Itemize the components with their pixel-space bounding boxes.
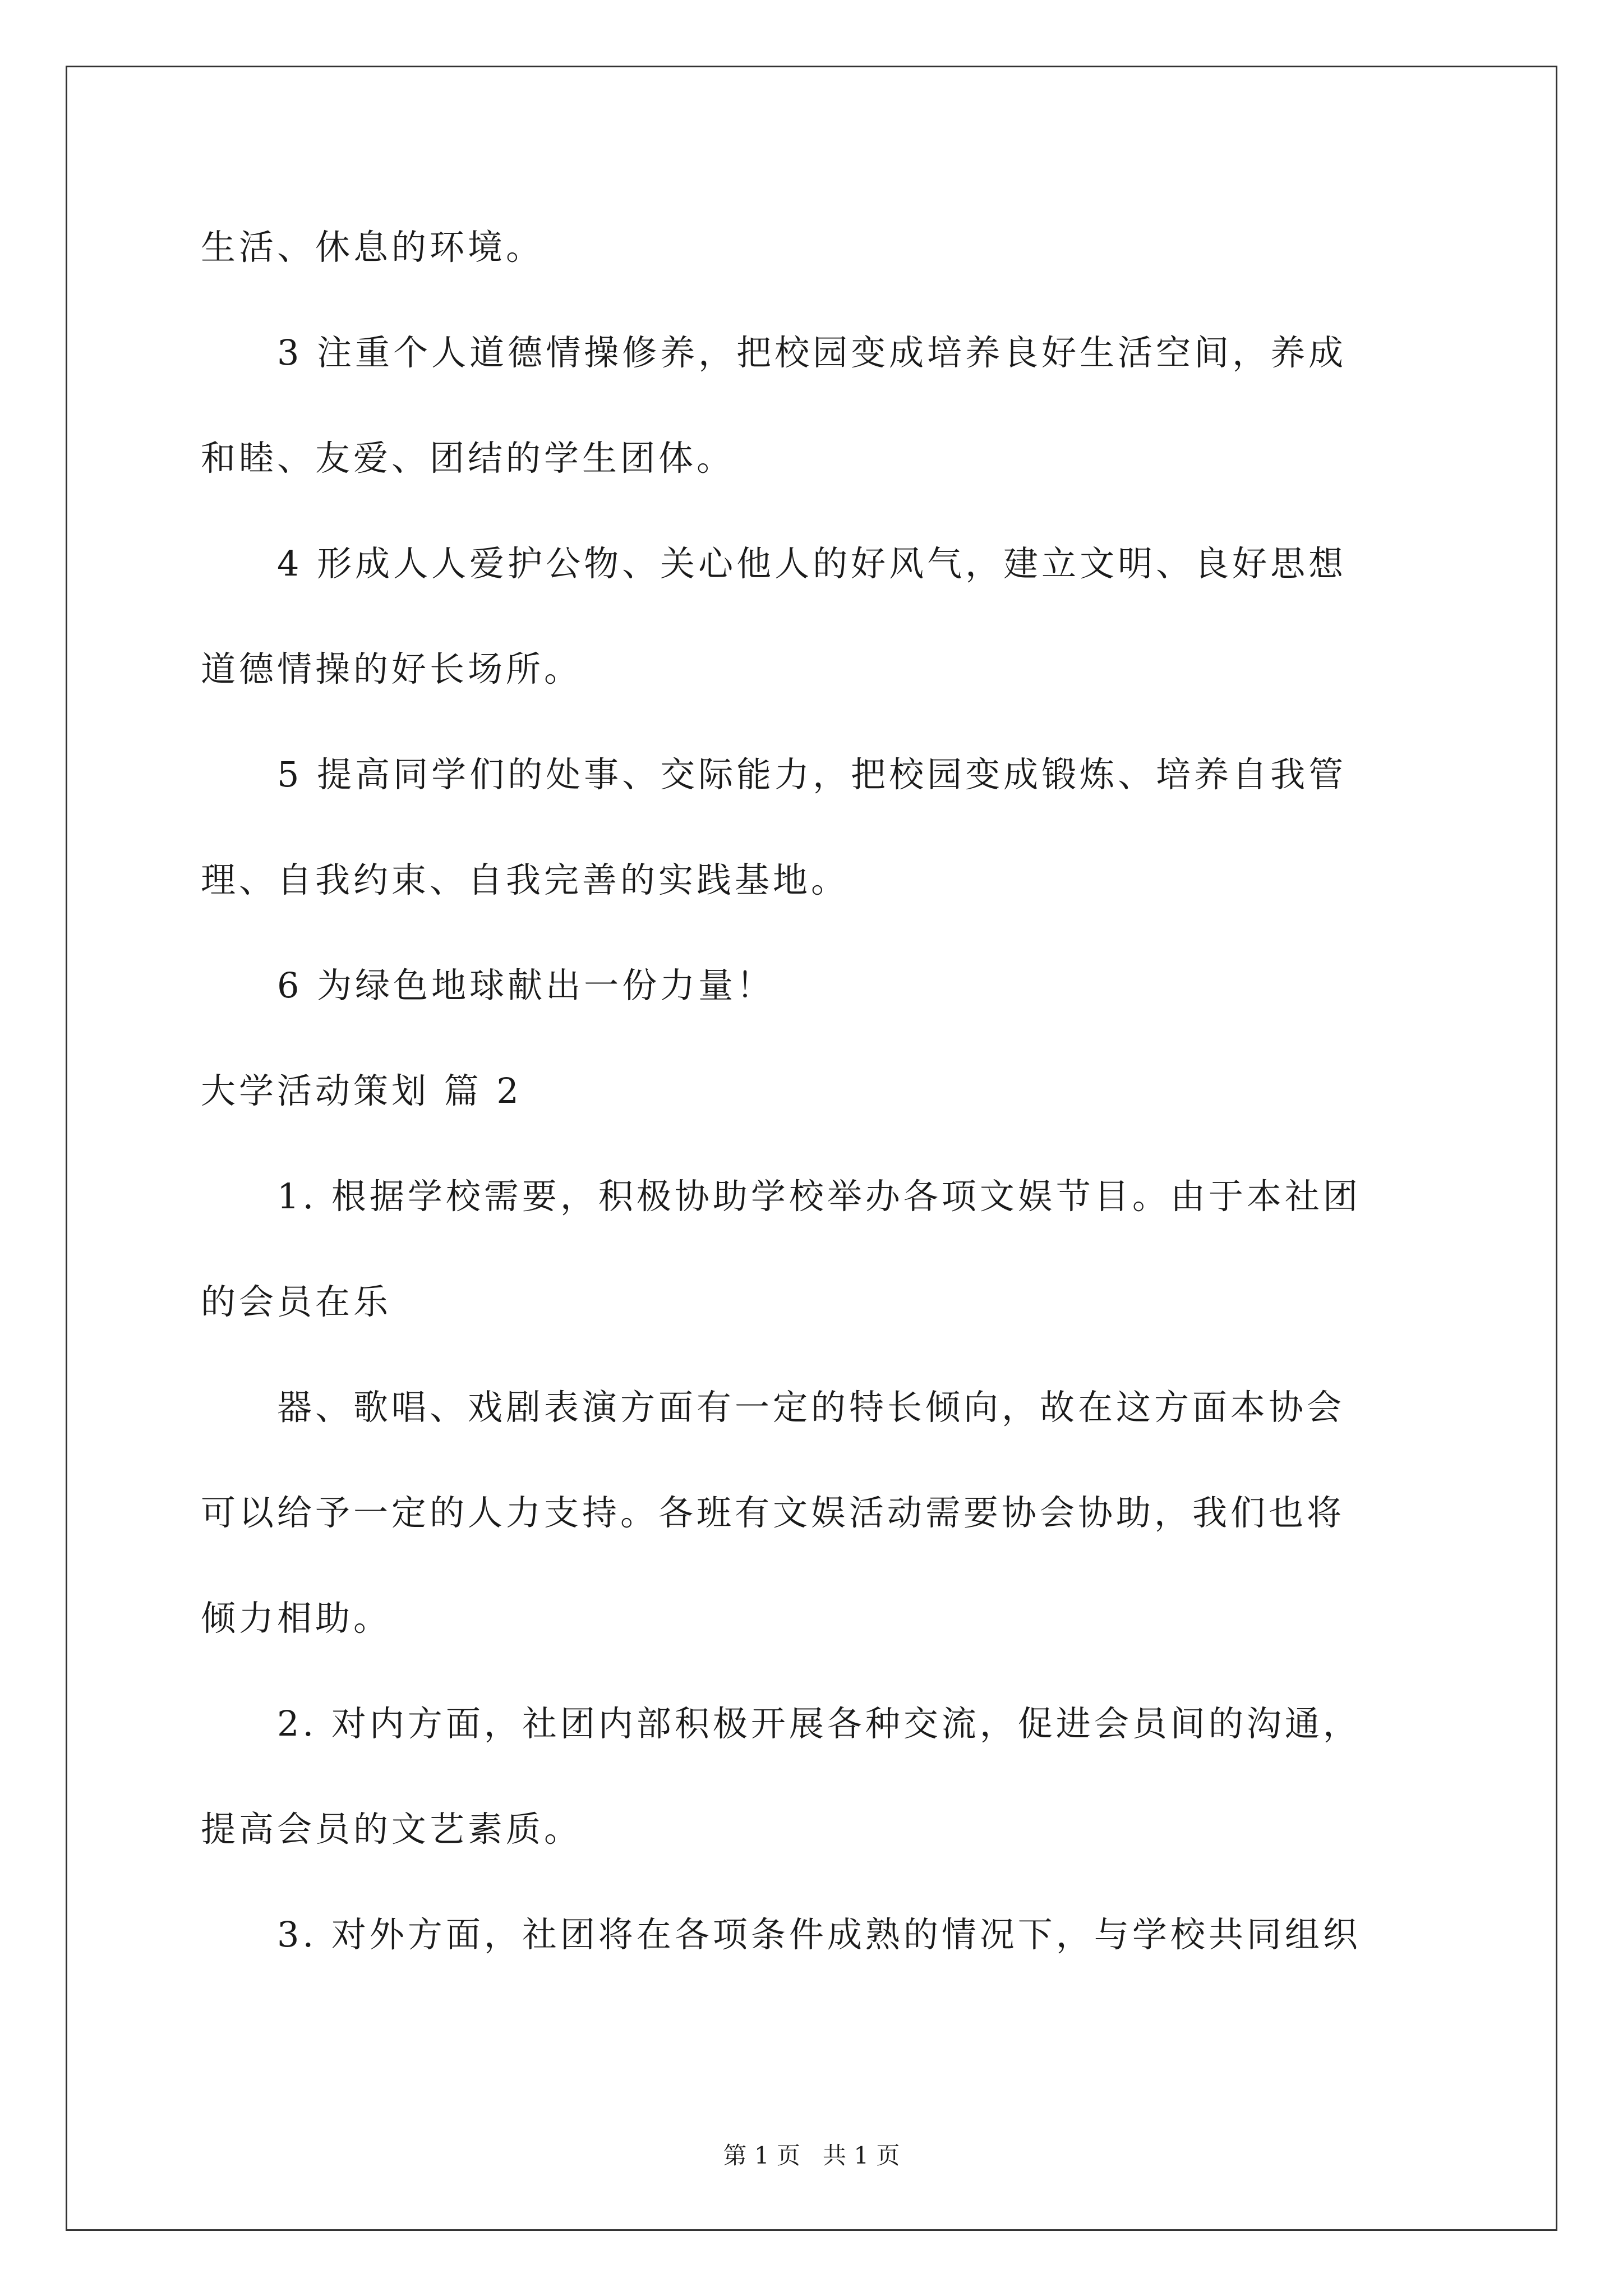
text-line: 道德情操的好长场所。 [201, 648, 583, 689]
text-line: 倾力相助。 [201, 1598, 392, 1639]
text-line: 提高会员的文艺素质。 [201, 1809, 583, 1849]
text-line: 1. 根据学校需要，积极协助学校举办各项文娱节目。由于本社团 [277, 1176, 1361, 1217]
text-line: 6 为绿色地球献出一份力量！ [277, 965, 775, 1006]
text-line: 4 形成人人爱护公物、关心他人的好风气，建立文明、良好思想 [277, 543, 1347, 584]
section-heading: 大学活动策划 篇 2 [201, 1070, 522, 1111]
text-line: 理、自我约束、自我完善的实践基地。 [201, 859, 850, 900]
text-line: 和睦、友爱、团结的学生团体。 [201, 438, 735, 478]
text-line: 3 注重个人道德情操修养，把校园变成培养良好生活空间，养成 [277, 332, 1347, 373]
text-line: 器、歌唱、戏剧表演方面有一定的特长倾向，故在这方面本协会 [277, 1387, 1345, 1428]
page-border [66, 66, 1557, 2231]
text-line: 的会员在乐 [201, 1281, 392, 1322]
page-number-footer: 第 1 页 共 1 页 [723, 2142, 900, 2169]
text-line: 3. 对外方面，社团将在各项条件成熟的情况下，与学校共同组织 [277, 1914, 1361, 1955]
text-line: 生活、休息的环境。 [201, 227, 545, 268]
text-line: 可以给予一定的人力支持。各班有文娱活动需要协会协助，我们也将 [201, 1492, 1345, 1533]
text-line: 5 提高同学们的处事、交际能力，把校园变成锻炼、培养自我管 [277, 754, 1347, 795]
text-line: 2. 对内方面，社团内部积极开展各种交流，促进会员间的沟通， [277, 1703, 1361, 1744]
